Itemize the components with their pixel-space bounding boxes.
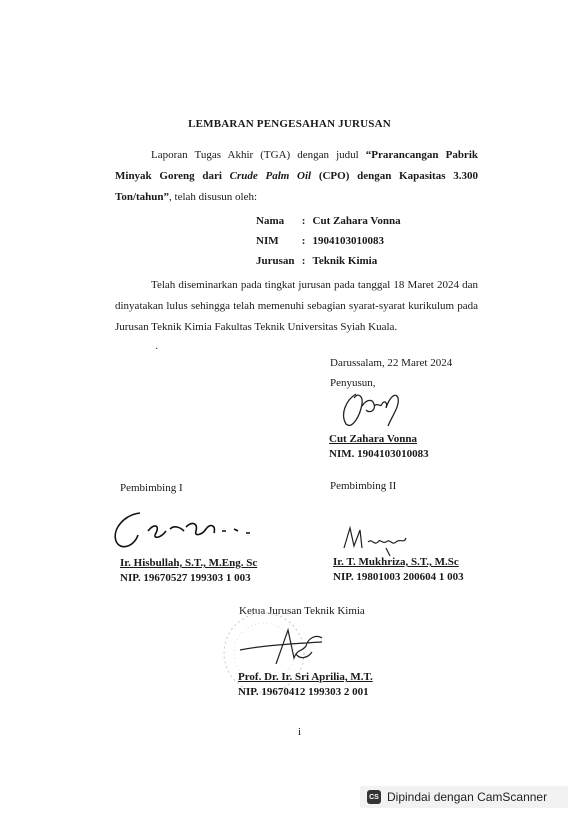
page-number: i bbox=[298, 726, 302, 738]
camscanner-logo-icon: CS bbox=[367, 790, 381, 804]
identity-row-jurusan bbox=[256, 255, 401, 275]
intro-lead: Laporan Tugas Akhir (TGA) dengan judul bbox=[151, 149, 366, 161]
supervisor2-name: Ir. T. Mukhriza, S.T., M.Sc bbox=[333, 556, 459, 568]
identity-value: Teknik Kimia bbox=[312, 255, 378, 267]
identity-value: Cut Zahara Vonna bbox=[312, 215, 401, 227]
identity-label: Jurusan bbox=[256, 255, 295, 267]
identity-row-nim bbox=[256, 235, 401, 255]
thesis-title-italic: Crude Palm Oil bbox=[229, 170, 312, 182]
head-nip: NIP. 19670412 199303 2 001 bbox=[238, 686, 369, 698]
identity-value: 1904103010083 bbox=[312, 235, 385, 247]
author-nim: NIM. 1904103010083 bbox=[329, 448, 429, 460]
identity-sep: : bbox=[301, 235, 306, 247]
head-name: Prof. Dr. Ir. Sri Aprilia, M.T. bbox=[238, 671, 373, 683]
identity-sep: : bbox=[301, 215, 306, 227]
page-title: LEMBARAN PENGESAHAN JURUSAN bbox=[188, 118, 391, 130]
identity-sep: : bbox=[301, 255, 306, 267]
supervisor1-signature bbox=[110, 505, 270, 555]
identity-label: Nama bbox=[256, 215, 285, 227]
body-paragraph: Telah diseminarkan pada tingkat jurusan pada tanggal 18 Maret 2024 dan dinyatakan lulus sehingga telah memenuhi sebagian syarat-syarat kurikulum pada Jurusan Teknik Kimia Fakultas Teknik Universitas Syiah Kuala. bbox=[115, 279, 478, 333]
stray-mark: · bbox=[155, 344, 159, 355]
place-date: Darussalam, 22 Maret 2024 bbox=[330, 357, 453, 369]
thesis-title-a: “Prarancangan Pabrik Minyak Goreng dari bbox=[115, 149, 478, 182]
identity-row-name bbox=[256, 215, 401, 235]
identity-label: NIM bbox=[256, 235, 279, 247]
supervisor2-role: Pembimbing II bbox=[330, 480, 397, 492]
camscanner-text: Dipindai dengan CamScanner bbox=[387, 790, 548, 804]
author-role: Penyusun, bbox=[330, 377, 376, 389]
identity-table bbox=[256, 215, 401, 275]
supervisor1-name: Ir. Hisbullah, S.T., M.Eng. Sc bbox=[120, 557, 258, 569]
author-name: Cut Zahara Vonna bbox=[329, 433, 418, 445]
head-role: Ketua Jurusan Teknik Kimia bbox=[239, 605, 365, 617]
intro-tail: , telah disusun oleh: bbox=[169, 191, 258, 203]
supervisor2-signature bbox=[340, 522, 420, 558]
supervisor1-role: Pembimbing I bbox=[120, 482, 183, 494]
camscanner-watermark bbox=[360, 786, 568, 808]
head-signature bbox=[236, 624, 336, 674]
supervisor1-nip: NIP. 19670527 199303 1 003 bbox=[120, 572, 251, 584]
supervisor2-nip: NIP. 19801003 200604 1 003 bbox=[333, 571, 464, 583]
author-signature bbox=[336, 386, 406, 432]
intro-paragraph bbox=[115, 145, 478, 208]
thesis-title-b: (CPO) dengan Kapasitas 3.300 Ton/tahun” bbox=[115, 170, 478, 203]
